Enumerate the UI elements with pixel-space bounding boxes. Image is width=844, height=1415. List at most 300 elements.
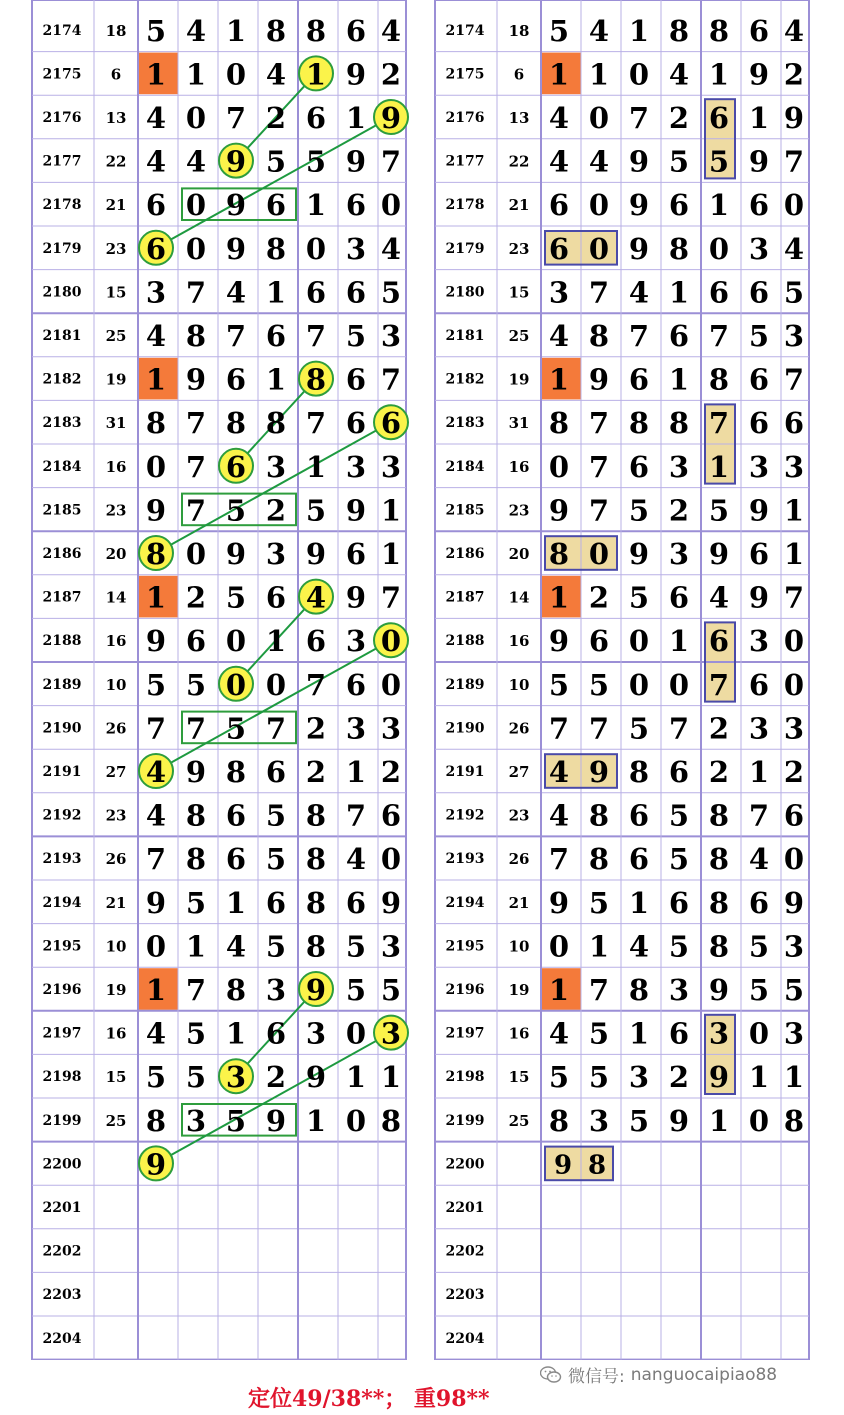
- left-trend-panel: [30, 0, 410, 1360]
- left-digit-cell: 8: [145, 406, 167, 441]
- right-digit-cell: 1: [628, 1016, 650, 1051]
- right-digit-cell: 9: [548, 624, 570, 659]
- right-digit-cell: 4: [783, 13, 805, 48]
- left-sum-value: 16: [105, 457, 127, 476]
- left-digit-cell: 1: [265, 624, 287, 659]
- right-digit-cell: 2: [783, 57, 805, 92]
- right-digit-cell: 4: [548, 319, 570, 353]
- right-digit-cell: 8: [708, 842, 730, 877]
- left-digit-cell: 8: [265, 13, 287, 48]
- left-digit-cell: 6: [225, 362, 247, 397]
- right-digit-cell: 9: [748, 57, 770, 92]
- right-digit-cell: 6: [748, 406, 770, 441]
- left-sum-value: 23: [105, 501, 127, 520]
- right-sum-value: 10: [508, 937, 530, 956]
- right-digit-cell: 1: [668, 624, 690, 659]
- right-digit-cell: 9: [548, 493, 570, 528]
- left-digit-cell: 2: [380, 755, 402, 789]
- left-digit-cell: 9: [225, 537, 247, 571]
- left-issue-number: 2177: [42, 153, 82, 170]
- left-digit-cell: 0: [380, 624, 402, 659]
- right-sum-value: 26: [508, 850, 530, 869]
- right-digit-cell: 1: [628, 885, 650, 920]
- right-sum-value: 18: [508, 21, 530, 40]
- right-sum-value: 6: [513, 65, 525, 84]
- left-digit-cell: 9: [185, 755, 207, 789]
- right-digit-cell: 6: [783, 406, 805, 441]
- left-digit-cell: 7: [185, 406, 207, 441]
- left-digit-cell: 2: [305, 711, 327, 746]
- left-digit-cell: 8: [305, 929, 327, 964]
- left-digit-cell: 7: [345, 798, 367, 833]
- right-sum-value: 25: [508, 327, 530, 345]
- left-issue-number: 2180: [42, 284, 82, 301]
- left-digit-cell: 6: [265, 188, 287, 223]
- right-digit-cell: 8: [708, 929, 730, 964]
- left-digit-cell: 4: [225, 275, 247, 310]
- right-digit-cell: 1: [783, 1060, 805, 1095]
- right-digit-cell: 3: [668, 449, 690, 484]
- left-digit-cell: 4: [145, 101, 167, 135]
- right-digit-cell: 3: [708, 1016, 730, 1051]
- right-digit-cell: 3: [628, 1060, 650, 1095]
- right-digit-cell: 5: [588, 667, 610, 702]
- right-sum-value: 14: [508, 588, 530, 607]
- right-digit-cell: 9: [628, 188, 650, 223]
- right-digit-cell: 8: [628, 973, 650, 1007]
- right-digit-cell: 2: [668, 493, 690, 528]
- left-digit-cell: 6: [225, 842, 247, 877]
- left-issue-number: 2202: [42, 1243, 82, 1260]
- left-issue-number: 2187: [42, 589, 82, 606]
- left-digit-cell: 5: [145, 1060, 167, 1095]
- left-digit-cell: 6: [345, 13, 367, 48]
- right-issue-number: 2180: [445, 284, 485, 301]
- right-digit-cell: 1: [548, 57, 570, 92]
- left-issue-number: 2175: [42, 66, 82, 83]
- left-digit-cell: 3: [345, 624, 367, 659]
- left-issue-number: 2200: [42, 1156, 82, 1173]
- left-digit-cell: 1: [225, 1016, 247, 1051]
- left-digit-cell: 5: [265, 798, 287, 833]
- left-digit-cell: 0: [345, 1016, 367, 1051]
- left-issue-number: 2196: [42, 982, 82, 998]
- right-digit-cell: 7: [748, 798, 770, 833]
- left-digit-cell: 1: [345, 755, 367, 789]
- left-digit-cell: 8: [305, 885, 327, 920]
- left-issue-number: 2179: [42, 240, 82, 257]
- left-digit-cell: 3: [345, 231, 367, 266]
- left-digit-cell: 6: [145, 231, 167, 266]
- left-digit-cell: 5: [265, 842, 287, 877]
- right-digit-cell: 7: [783, 580, 805, 615]
- left-issue-number: 2198: [42, 1069, 82, 1086]
- right-digit-cell: 7: [588, 711, 610, 746]
- right-digit-cell: 0: [588, 231, 610, 266]
- left-digit-cell: 2: [265, 493, 287, 528]
- right-digit-cell: 5: [548, 1060, 570, 1095]
- left-digit-cell: 0: [145, 449, 167, 484]
- left-digit-cell: 9: [380, 885, 402, 920]
- right-digit-cell: 3: [748, 231, 770, 266]
- prediction-note: 定位49/38**； 重98**: [248, 1386, 490, 1412]
- left-digit-cell: 5: [305, 493, 327, 528]
- right-digit-cell: 6: [588, 624, 610, 659]
- right-sum-value: 13: [508, 109, 530, 127]
- left-digit-cell: 5: [225, 711, 247, 746]
- left-digit-cell: 0: [265, 667, 287, 702]
- left-digit-cell: 5: [305, 144, 327, 179]
- right-digit-cell: 2: [708, 711, 730, 746]
- right-issue-number: 2192: [445, 807, 485, 824]
- left-digit-cell: 5: [265, 929, 287, 964]
- left-digit-cell: 2: [265, 1060, 287, 1095]
- right-digit-cell: 1: [708, 188, 730, 223]
- left-digit-cell: 7: [265, 711, 287, 746]
- left-digit-cell: 9: [305, 1060, 327, 1095]
- right-digit-cell: 1: [588, 57, 610, 92]
- right-digit-cell: 8: [708, 13, 730, 48]
- right-digit-cell: 9: [628, 144, 650, 179]
- right-digit-cell: 0: [783, 842, 805, 877]
- right-digit-cell: 2: [708, 755, 730, 789]
- left-digit-cell: 2: [380, 57, 402, 92]
- right-issue-number: 2179: [445, 240, 485, 257]
- left-digit-cell: 6: [345, 537, 367, 571]
- left-sum-value: 26: [105, 719, 127, 738]
- left-digit-cell: 5: [345, 319, 367, 353]
- right-digit-cell: 5: [708, 144, 730, 179]
- left-digit-cell: 4: [145, 144, 167, 179]
- left-digit-cell: 9: [145, 885, 167, 920]
- right-digit-cell: 8: [588, 319, 610, 353]
- right-digit-cell: 6: [668, 188, 690, 223]
- left-digit-cell: 8: [305, 362, 327, 397]
- right-digit-cell: 7: [708, 667, 730, 702]
- left-digit-cell: 7: [305, 667, 327, 702]
- left-digit-cell: 5: [145, 667, 167, 702]
- right-digit-cell: 7: [588, 406, 610, 441]
- left-digit-cell: 5: [185, 885, 207, 920]
- left-sum-value: 23: [105, 806, 127, 825]
- right-issue-number: 2198: [445, 1069, 485, 1086]
- left-sum-value: 23: [105, 239, 127, 258]
- left-issue-number: 2184: [42, 458, 82, 475]
- right-issue-number: 2187: [445, 589, 485, 606]
- left-digit-cell: 0: [225, 57, 247, 92]
- right-digit-cell: 8: [628, 755, 650, 789]
- right-digit-cell: 6: [748, 275, 770, 310]
- left-digit-cell: 8: [185, 842, 207, 877]
- left-issue-number: 2182: [42, 371, 82, 388]
- right-digit-cell: 8: [628, 406, 650, 441]
- right-issue-number: 2204: [445, 1330, 485, 1347]
- left-sum-value: 10: [105, 937, 127, 956]
- right-digit-cell: 4: [628, 929, 650, 964]
- left-digit-cell: 7: [380, 144, 402, 179]
- left-issue-number: 2201: [42, 1200, 82, 1216]
- left-digit-cell: 8: [225, 406, 247, 441]
- left-digit-cell: 8: [305, 798, 327, 833]
- right-digit-cell: 7: [708, 319, 730, 353]
- right-digit-cell: 0: [748, 1103, 770, 1138]
- left-issue-number: 2203: [42, 1287, 82, 1304]
- right-digit-cell: 6: [668, 580, 690, 615]
- left-sum-value: 27: [105, 763, 127, 781]
- left-digit-cell: 8: [145, 537, 167, 571]
- left-digit-cell: 4: [380, 231, 402, 266]
- left-digit-cell: 8: [225, 973, 247, 1007]
- left-digit-cell: 9: [145, 624, 167, 659]
- left-digit-cell: 3: [380, 929, 402, 964]
- right-prediction-digit: 9: [553, 1150, 573, 1181]
- right-digit-cell: 1: [588, 929, 610, 964]
- left-sum-value: 18: [105, 21, 127, 40]
- left-digit-cell: 1: [265, 275, 287, 310]
- left-sum-value: 19: [105, 370, 127, 389]
- right-digit-cell: 6: [548, 231, 570, 266]
- left-digit-cell: 9: [345, 144, 367, 179]
- right-digit-cell: 0: [628, 667, 650, 702]
- right-digit-cell: 1: [548, 973, 570, 1007]
- wechat-logo-icon: [540, 1366, 562, 1384]
- left-sum-value: 21: [105, 196, 127, 215]
- left-digit-cell: 3: [380, 319, 402, 353]
- left-digit-cell: 5: [185, 1060, 207, 1095]
- right-digit-cell: 0: [628, 57, 650, 92]
- right-issue-number: 2185: [445, 502, 485, 519]
- left-digit-cell: 5: [225, 1103, 247, 1138]
- right-digit-cell: 5: [588, 885, 610, 920]
- right-digit-cell: 4: [548, 1016, 570, 1051]
- right-digit-cell: 1: [548, 362, 570, 397]
- right-digit-cell: 6: [708, 275, 730, 310]
- right-digit-cell: 9: [548, 885, 570, 920]
- right-digit-cell: 0: [588, 537, 610, 571]
- right-digit-cell: 0: [668, 667, 690, 702]
- left-sum-value: 13: [105, 109, 127, 127]
- right-issue-number: 2203: [445, 1287, 485, 1304]
- right-issue-number: 2186: [445, 546, 485, 562]
- right-digit-cell: 6: [708, 101, 730, 135]
- right-issue-number: 2178: [445, 197, 485, 214]
- left-digit-cell: 6: [345, 275, 367, 310]
- left-sum-value: 21: [105, 893, 127, 912]
- right-digit-cell: 4: [588, 144, 610, 179]
- right-digit-cell: 2: [668, 101, 690, 135]
- left-digit-cell: 3: [265, 537, 287, 571]
- left-issue-number: 2192: [42, 807, 82, 824]
- right-digit-cell: 5: [748, 929, 770, 964]
- watermark: [540, 1362, 777, 1387]
- right-digit-cell: 8: [668, 231, 690, 266]
- right-issue-number: 2176: [445, 110, 485, 126]
- left-digit-cell: 6: [305, 275, 327, 310]
- left-circled-digit: 9: [145, 1147, 167, 1182]
- right-digit-cell: 7: [783, 362, 805, 397]
- right-issue-number: 2175: [445, 66, 485, 83]
- right-sum-value: 31: [508, 414, 530, 433]
- right-digit-cell: 9: [588, 755, 610, 789]
- right-digit-cell: 1: [668, 362, 690, 397]
- left-digit-cell: 2: [305, 755, 327, 789]
- right-sum-value: 27: [508, 763, 530, 781]
- left-digit-cell: 7: [305, 319, 327, 353]
- right-digit-cell: 4: [748, 842, 770, 877]
- right-issue-number: 2189: [445, 676, 485, 693]
- left-sum-value: 16: [105, 632, 127, 651]
- right-digit-cell: 6: [748, 188, 770, 223]
- left-issue-number: 2195: [42, 938, 82, 955]
- right-sum-value: 21: [508, 893, 530, 912]
- right-digit-cell: 3: [748, 449, 770, 484]
- right-digit-cell: 0: [588, 101, 610, 135]
- right-issue-number: 2174: [445, 22, 485, 39]
- left-digit-cell: 9: [225, 144, 247, 179]
- right-digit-cell: 7: [708, 406, 730, 441]
- left-digit-cell: 1: [380, 1060, 402, 1095]
- left-issue-number: 2204: [42, 1330, 82, 1347]
- right-digit-cell: 3: [548, 275, 570, 310]
- right-digit-cell: 2: [668, 1060, 690, 1095]
- left-issue-number: 2183: [42, 415, 82, 432]
- left-digit-cell: 7: [225, 101, 247, 135]
- right-digit-cell: 6: [748, 885, 770, 920]
- right-digit-cell: 7: [588, 493, 610, 528]
- left-digit-cell: 4: [185, 13, 207, 48]
- right-digit-cell: 7: [588, 449, 610, 484]
- right-digit-cell: 4: [548, 798, 570, 833]
- right-digit-cell: 9: [748, 144, 770, 179]
- right-issue-number: 2201: [445, 1200, 485, 1216]
- right-trend-panel: [433, 0, 813, 1360]
- right-digit-cell: 0: [748, 1016, 770, 1051]
- right-digit-cell: 6: [708, 624, 730, 659]
- right-digit-cell: 3: [783, 449, 805, 484]
- left-digit-cell: 5: [345, 973, 367, 1007]
- left-digit-cell: 7: [185, 493, 207, 528]
- right-digit-cell: 5: [628, 493, 650, 528]
- left-issue-number: 2193: [42, 851, 82, 868]
- left-digit-cell: 6: [345, 406, 367, 441]
- left-digit-cell: 7: [380, 362, 402, 397]
- right-digit-cell: 6: [548, 188, 570, 223]
- left-digit-cell: 6: [305, 101, 327, 135]
- left-digit-cell: 5: [145, 13, 167, 48]
- right-digit-cell: 1: [748, 1060, 770, 1095]
- left-digit-cell: 5: [380, 275, 402, 310]
- left-digit-cell: 3: [185, 1103, 207, 1138]
- left-digit-cell: 1: [305, 449, 327, 484]
- left-digit-cell: 1: [305, 1103, 327, 1138]
- left-digit-cell: 6: [225, 798, 247, 833]
- left-digit-cell: 6: [265, 885, 287, 920]
- left-digit-cell: 8: [225, 755, 247, 789]
- right-sum-value: 19: [508, 981, 530, 999]
- left-digit-cell: 5: [185, 667, 207, 702]
- right-digit-cell: 8: [588, 842, 610, 877]
- left-sum-value: 20: [105, 545, 127, 563]
- left-sum-value: 19: [105, 981, 127, 999]
- right-digit-cell: 6: [668, 1016, 690, 1051]
- right-digit-cell: 0: [628, 624, 650, 659]
- left-digit-cell: 7: [225, 319, 247, 353]
- left-sum-value: 25: [105, 1111, 127, 1130]
- right-digit-cell: 6: [748, 537, 770, 571]
- left-digit-cell: 7: [185, 275, 207, 310]
- right-issue-number: 2188: [445, 633, 485, 650]
- right-digit-cell: 7: [628, 101, 650, 135]
- left-digit-cell: 0: [185, 101, 207, 135]
- right-digit-cell: 7: [783, 144, 805, 179]
- watermark-prefix: 微信号:: [568, 1367, 625, 1387]
- right-digit-cell: 7: [668, 711, 690, 746]
- left-digit-cell: 1: [145, 580, 167, 615]
- left-digit-cell: 0: [185, 231, 207, 266]
- left-trend-chart: [30, 0, 410, 1360]
- left-sum-value: 10: [105, 675, 127, 694]
- right-digit-cell: 5: [668, 842, 690, 877]
- right-digit-cell: 5: [628, 711, 650, 746]
- right-digit-cell: 9: [588, 362, 610, 397]
- left-digit-cell: 9: [225, 188, 247, 223]
- right-digit-cell: 6: [628, 449, 650, 484]
- right-sum-value: 23: [508, 806, 530, 825]
- right-sum-value: 16: [508, 457, 530, 476]
- left-sum-value: 22: [105, 152, 127, 171]
- left-digit-cell: 3: [225, 1060, 247, 1095]
- left-digit-cell: 0: [185, 537, 207, 571]
- left-issue-number: 2181: [42, 328, 82, 344]
- right-digit-cell: 4: [708, 580, 730, 615]
- right-digit-cell: 5: [748, 319, 770, 353]
- right-digit-cell: 5: [783, 973, 805, 1007]
- right-digit-cell: 5: [588, 1016, 610, 1051]
- left-digit-cell: 0: [145, 929, 167, 964]
- left-digit-cell: 0: [305, 231, 327, 266]
- right-digit-cell: 3: [783, 711, 805, 746]
- right-digit-cell: 4: [783, 231, 805, 266]
- right-digit-cell: 1: [783, 537, 805, 571]
- left-digit-cell: 6: [265, 580, 287, 615]
- right-digit-cell: 0: [783, 667, 805, 702]
- right-digit-cell: 6: [748, 362, 770, 397]
- left-digit-cell: 1: [380, 493, 402, 528]
- right-digit-cell: 6: [628, 842, 650, 877]
- left-digit-cell: 1: [225, 13, 247, 48]
- right-digit-cell: 0: [708, 231, 730, 266]
- left-digit-cell: 6: [265, 755, 287, 789]
- left-digit-cell: 9: [265, 1103, 287, 1138]
- left-digit-cell: 6: [185, 624, 207, 659]
- right-digit-cell: 2: [783, 755, 805, 789]
- right-digit-cell: 1: [783, 493, 805, 528]
- right-digit-cell: 9: [748, 580, 770, 615]
- right-digit-cell: 1: [708, 57, 730, 92]
- left-digit-cell: 1: [265, 362, 287, 397]
- left-digit-cell: 7: [145, 842, 167, 877]
- right-digit-cell: 5: [748, 973, 770, 1007]
- left-issue-number: 2194: [42, 894, 82, 911]
- right-sum-value: 15: [508, 283, 530, 302]
- right-issue-number: 2183: [445, 415, 485, 432]
- right-digit-cell: 9: [668, 1103, 690, 1138]
- left-digit-cell: 4: [305, 580, 327, 615]
- right-digit-cell: 6: [668, 755, 690, 789]
- left-digit-cell: 6: [345, 667, 367, 702]
- left-digit-cell: 8: [305, 13, 327, 48]
- right-digit-cell: 3: [748, 624, 770, 659]
